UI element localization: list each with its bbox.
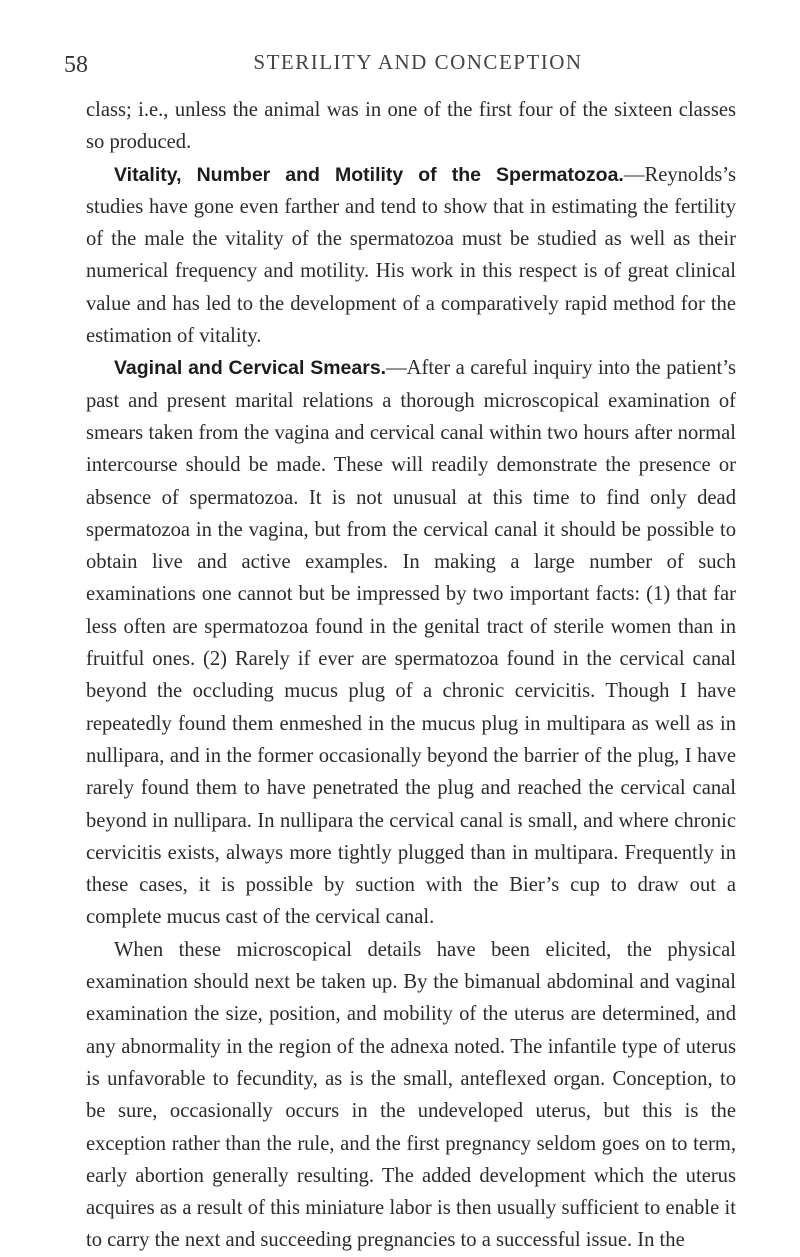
body-text [86,94,736,1257]
paragraph-vitality [86,159,736,353]
paragraph-text: —After a careful inquiry into the patient’s past and present marital relations a thorough microscopical examination of smears taken from the vagina and cervical canal within two hours after normal intercourse should be made. These will readily demonstrate the presence or absence of spermatozoa. It is not unusual at this time to find only dead spermatozoa in the vagina, but from the cervical canal it should be possible to obtain live and active examples. In making a large number of such examinations one cannot but be impressed by two important facts: (1) that far less often are spermatozoa found in the genital tract of sterile women than in fruitful ones. (2) Rarely if ever are spermatozoa found in the cervical canal beyond the occluding mucus plug of a chronic cervicitis. Though I have repeatedly found them enmeshed in the mucus plug in multipara as well as in nullipara, and in the former occasionally beyond the barrier of the plug, I have rarely found them to have penetrated the plug and reached the cervical canal beyond in nullipara. In nullipara the cervical canal is small, and where chronic cervicitis exists, always more tightly plugged than in multipara. Frequently in these cases, it is possible by suction with the Bier’s cup to draw out a complete mucus cast of the cervical canal. [86,357,736,929]
paragraph-continuation [86,94,736,159]
running-head: STERILITY AND CONCEPTION [253,50,583,74]
section-heading-vitality: Vitality, Number and Motility of the Spermatozoa. [114,163,624,186]
paragraph-text: class; i.e., unless the animal was in one of the first four of the sixteen classes so produced. [86,99,736,154]
paragraph-smears [86,352,736,933]
section-heading-smears: Vaginal and Cervical Smears. [114,357,387,380]
page-number: 58 [64,52,88,78]
paragraph-physical-exam [86,934,736,1257]
paragraph-text: When these microscopical details have been elicited, the physical examination should next be taken up. By the bimanual abdominal and vaginal examination the size, position, and mobility of the uterus are determined, and any abnormality in the region of the adnexa noted. The infantile type of uterus is unfavorable to fecundity, as is the small, anteflexed organ. Conception, to be sure, occasionally occurs in the undeveloped uterus, but this is the exception rather than the rule, and the first pregnancy seldom goes on to term, early abortion generally resulting. The added development which the uterus acquires as a result of this miniature labor is then usually sufficient to enable it to carry the next and succeeding pregnancies to a successful issue. In the [86,938,736,1252]
page-header [64,46,732,76]
paragraph-text: —Reynolds’s studies have gone even farther and tend to show that in estimating the fertility of the male the vitality of the spermatozoa must be studied as well as their numerical frequency and motility. His work in this respect is of great clinical value and has led to the development of a comparatively rapid method for the estimation of vitality. [86,163,736,348]
